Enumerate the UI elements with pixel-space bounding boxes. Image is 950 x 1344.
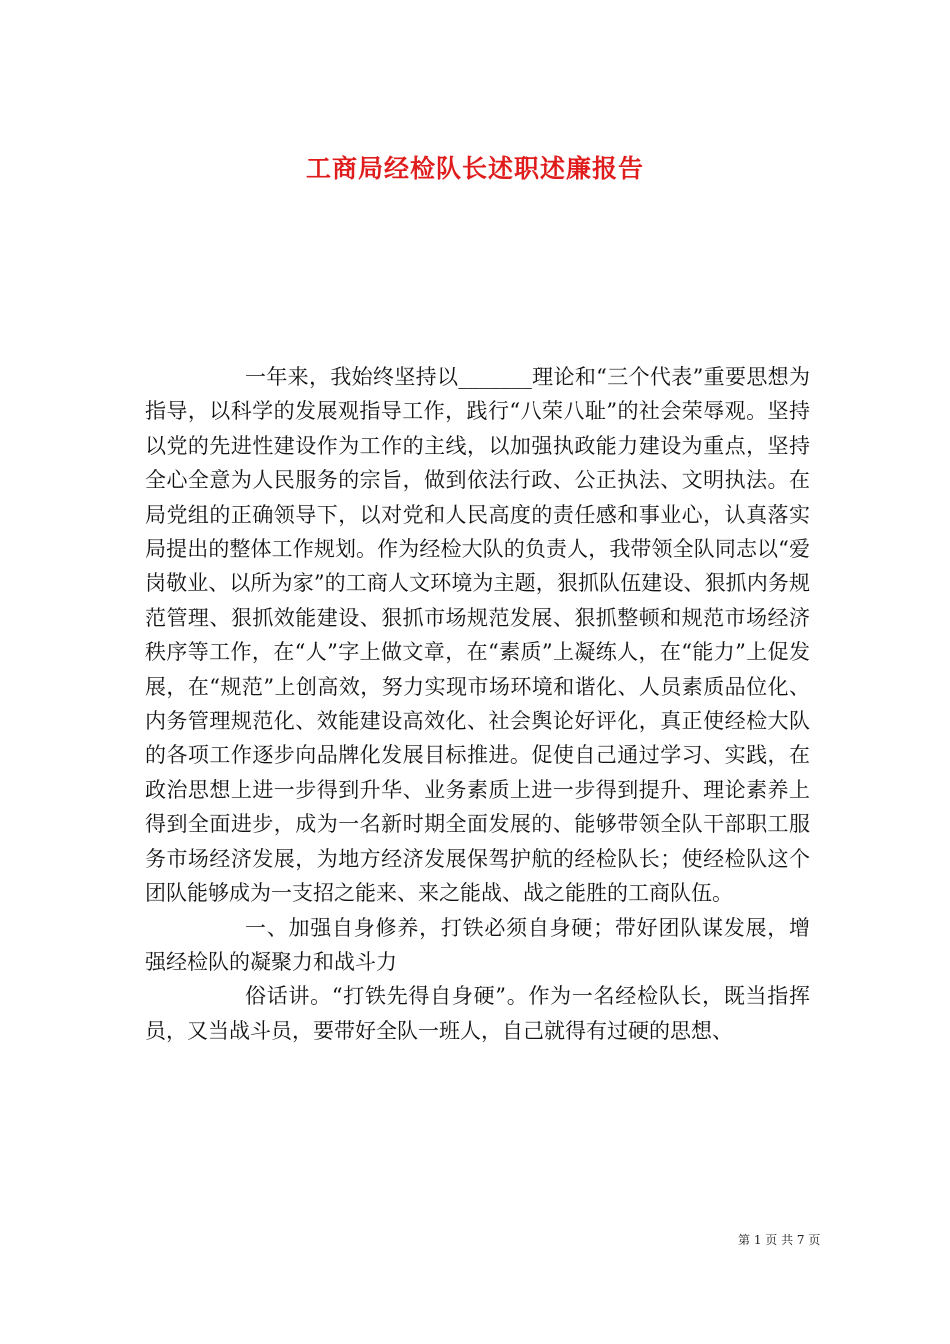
paragraph-intro: 一年来，我始终坚持以_______理论和“三个代表”重要思想为指导，以科学的发展观指导工作，践行“八荣八耻”的社会荣辱观。坚持以党的先进性建设作为工作的主线，以加强执政能力建设为重点，坚持全心全意为人民服务的宗旨，做到依法行政、公正执法、文明执法。在局党组的正确领导下，以对党和人民高度的责任感和事业心，认真落实局提出的整体工作规划。作为经检大队的负责人，我带领全队同志以“爱岗敬业、以所为家”的工商人文环境为主题，狠抓队伍建设、狠抓内务规范管理、狠抓效能建设、狠抓市场规范发展、狠抓整顿和规范市场经济秩序等工作，在“人”字上做文章，在“素质”上凝练人，在“能力”上促发展，在“规范”上创高效，努力实现市场环境和谐化、人员素质品位化、内务管理规范化、效能建设高效化、社会舆论好评化，真正使经检大队的各项工作逐步向品牌化发展目标推进。促使自己通过学习、实践，在政治思想上进一步得到升华、业务素质上进一步得到提升、理论素养上得到全面进步，成为一名新时期全面发展的、能够带领全队干部职工服务市场经济发展，为地方经济发展保驾护航的经检队长；使经检队这个团队能够成为一支招之能来、来之能战、战之能胜的工商队伍。 bbox=[145, 365, 810, 906]
page-number-footer: 第 1 页 共 7 页 bbox=[738, 1233, 821, 1247]
paragraph-section-1: 俗话讲。“打铁先得自身硬”。作为一名经检队长，既当指挥员，又当战斗员，要带好全队一班人，自己就得有过硬的思想、 bbox=[145, 984, 810, 1043]
document-title: 工商局经检队长述职述廉报告 bbox=[305, 153, 644, 183]
section-heading-1: 一、加强自身修养，打铁必须自身硬；带好团队谋发展，增强经检队的凝聚力和战斗力 bbox=[145, 915, 810, 974]
document-body bbox=[145, 360, 810, 1048]
